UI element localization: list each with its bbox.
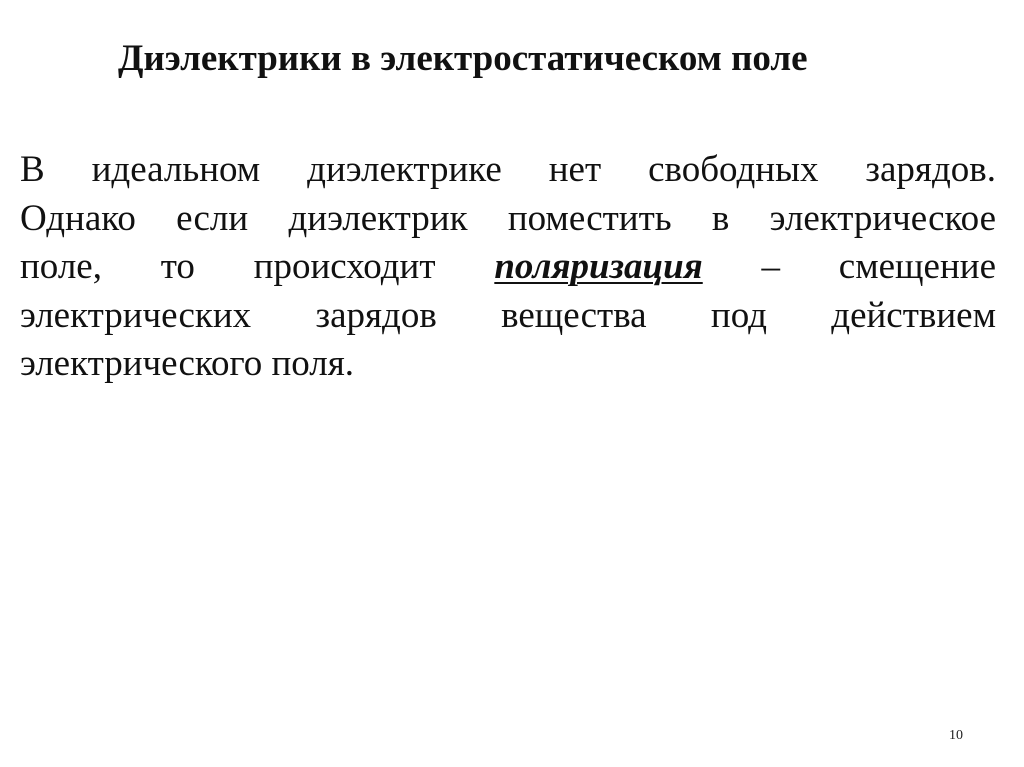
page-number: 10	[949, 728, 963, 743]
slide-body-text	[20, 146, 996, 389]
body-line-1: В идеальном диэлектрике нет свободных зарядов.	[20, 149, 996, 190]
polarization-term: поляризация	[494, 246, 703, 287]
body-line-5: электрического поля.	[20, 343, 355, 384]
body-line-3-start: поле, то происходит	[20, 246, 436, 287]
body-line-3	[20, 243, 996, 292]
body-line-3-end: – смещение	[761, 246, 996, 287]
body-line-2: Однако если диэлектрик поместить в электрическое	[20, 197, 996, 239]
slide-title: Диэлектрики в электростатическом поле	[118, 38, 808, 79]
body-line-4: электрических зарядов вещества под действием	[20, 294, 996, 336]
